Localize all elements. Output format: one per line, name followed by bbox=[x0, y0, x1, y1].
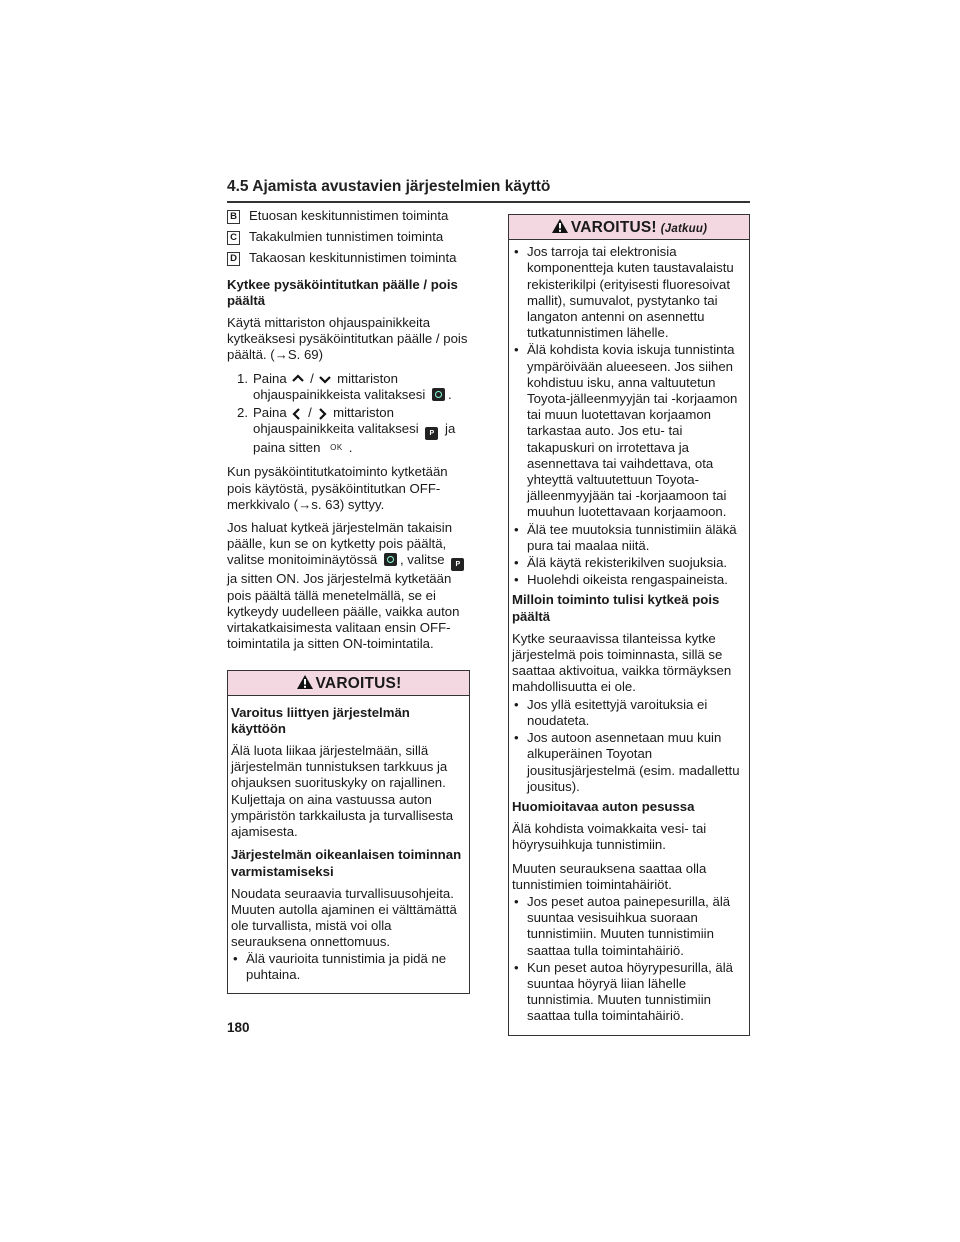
section-heading: Kytkee pysäköintitutkan päälle / pois päältä bbox=[227, 276, 458, 308]
ok-button-icon: OK bbox=[330, 443, 343, 453]
section-title: 4.5 Ajamista avustavien järjestelmien käyttö bbox=[227, 178, 551, 195]
settings-gear-icon bbox=[384, 553, 397, 566]
bullet-item: • Jos yllä esitettyjä varoituksia ei noudateta. bbox=[514, 696, 708, 728]
paragraph: Jos haluat kytkeä järjestelmän takaisin päälle, kun se on kytketty pois päältä, valitse monitoiminäytössä , valitse P ja sitten ON. Jos järjestelmä kytketään pois päältä tällä menetelmällä, se ei kytkeydy uudelleen päälle, vaikka auton virtakatkaisimesta valitaan ensin OFF-toimintatila ja sitten ON-toimintatila. bbox=[227, 520, 470, 652]
bullet-item: • Jos tarroja tai elektronisia komponentteja kuten taustavalaistu rekisterikilpi (erityisesti fluoresoivat mallit), sumuvalot, pystytanko tai langaton antenni on asennettu tutkatunnistimen lähelle. bbox=[514, 244, 734, 341]
header-divider bbox=[227, 201, 750, 203]
chevron-left-icon bbox=[290, 407, 304, 421]
page-header bbox=[227, 178, 750, 203]
bullet-item: • Älä tee muutoksia tunnistimiin äläkä pura tai maalaa niitä. bbox=[514, 521, 737, 553]
step-1: 1. Paina / mittariston ohjauspainikkeista valitaksesi . bbox=[237, 370, 452, 402]
warning-box bbox=[227, 670, 470, 993]
right-column bbox=[508, 214, 750, 1036]
warning-header: VAROITUS! (Jatkuu) bbox=[509, 215, 749, 240]
parking-sensor-icon: P bbox=[425, 427, 438, 440]
steps-list bbox=[227, 371, 470, 457]
legend-item bbox=[227, 208, 470, 224]
bullet-item: • Jos peset autoa painepesurilla, älä suuntaa vesisuihkua suoraan tunnistimiin. Muuten tunnistimiin saattaa tulla toimintahäiriö. bbox=[514, 893, 731, 958]
left-column bbox=[227, 208, 470, 994]
warning-heading: Varoitus liittyen järjestelmän käyttöön bbox=[231, 704, 410, 736]
paragraph: Muuten seurauksena saattaa olla tunnistimien toimintahäiriöt. bbox=[512, 860, 707, 892]
paragraph: Älä kohdista voimakkaita vesi- tai höyrysuihkuja tunnistimiin. bbox=[512, 821, 707, 853]
bullet-item: • Älä vaurioita tunnistimia ja pidä ne puhtaina. bbox=[233, 950, 447, 982]
bullet-item: • Kun peset autoa höyrypesurilla, älä suuntaa höyryä liian lähelle tunnistimia. Muuten tunnistimiin saattaa tulla toimintahäiriö. bbox=[514, 959, 734, 1024]
legend-text: Takakulmien tunnistimen toiminta bbox=[249, 229, 444, 245]
paragraph: Käytä mittariston ohjauspainikkeita kytkeäksesi pysäköintitutkan päälle / pois päältä. (→S. 69) bbox=[227, 315, 468, 363]
warning-body bbox=[509, 240, 749, 1034]
bullet-item: • Älä käytä rekisterikilven suojuksia. bbox=[514, 555, 728, 571]
paragraph: Noudata seuraavia turvallisuusohjeita. Muuten autolla ajaminen ei välttämättä ole turvallista, mistä voi olla seurauksena onnettomuus. bbox=[231, 885, 457, 950]
chevron-up-icon bbox=[290, 373, 306, 385]
chevron-right-icon bbox=[315, 407, 329, 421]
warning-heading: Järjestelmän oikeanlaisen toiminnan varmistamiseksi bbox=[231, 847, 462, 879]
parking-sensor-icon: P bbox=[451, 558, 464, 571]
legend-letter-c: C bbox=[227, 231, 240, 245]
step-2: 2. Paina / mittariston ohjauspainikkeita valitaksesi P ja paina sitten OK . bbox=[237, 405, 456, 456]
legend-letter-d: D bbox=[227, 252, 240, 266]
paragraph: Kun pysäköintitutkatoiminto kytketään pois käytöstä, pysäköintitutkan OFF-merkkivalo (→s. 63) syttyy. bbox=[227, 464, 448, 512]
bullet-item: • Älä kohdista kovia iskuja tunnistinta ympäröivään alueeseen. Jos siihen kohdistuu isku, anna valtuutetun Toyota-jälleenmyyjän tai -korjaamon tai muun luotettavan korjaamon tarkastaa auto. Jos etu- tai takapuskuri on irrotettava ja asennettava tai vaihdettava, ota yhteyttä valtuutettuun Toyota-jälleenmyyjään tai -korjaamoon tai muuhun luotettavaan korjaamoon. bbox=[514, 342, 738, 520]
legend-letter-b: B bbox=[227, 210, 240, 224]
paragraph: Kytke seuraavissa tilanteissa kytke järjestelmä pois toiminnasta, sillä se saattaa aktivoitua, vaikka törmäyksen mahdollisuutta ei ole. bbox=[512, 630, 732, 695]
legend-text: Takaosan keskitunnistimen toiminta bbox=[249, 250, 457, 266]
chevron-down-icon bbox=[317, 373, 333, 385]
warning-heading: Milloin toiminto tulisi kytkeä pois päältä bbox=[512, 592, 720, 624]
warning-triangle-icon bbox=[551, 218, 569, 234]
bullet-item: • Jos autoon asennetaan muu kuin alkuperäinen Toyotan jousitusjärjestelmä (esim. madallettu jousitus). bbox=[514, 730, 740, 794]
legend-text: Etuosan keskitunnistimen toiminta bbox=[249, 208, 449, 223]
legend-item bbox=[227, 229, 470, 245]
bullet-item: • Huolehdi oikeista rengaspaineista. bbox=[514, 572, 728, 588]
paragraph: Älä luota liikaa järjestelmään, sillä järjestelmän tunnistuksen tarkkuus ja ohjauksen suorituskyky on rajallinen. Kuljettaja on aina vastuussa auton ympäristön tarkkailusta ja turvallisesta ajamisesta. bbox=[231, 743, 454, 840]
warning-box-continued bbox=[508, 214, 750, 1036]
page-number: 180 bbox=[227, 1020, 250, 1035]
warning-heading: Huomioitavaa auton pesussa bbox=[512, 798, 695, 814]
warning-body bbox=[228, 696, 469, 993]
settings-gear-icon bbox=[432, 388, 445, 401]
warning-triangle-icon bbox=[296, 674, 314, 690]
warning-header: VAROITUS! bbox=[228, 671, 469, 695]
legend-item bbox=[227, 250, 470, 266]
